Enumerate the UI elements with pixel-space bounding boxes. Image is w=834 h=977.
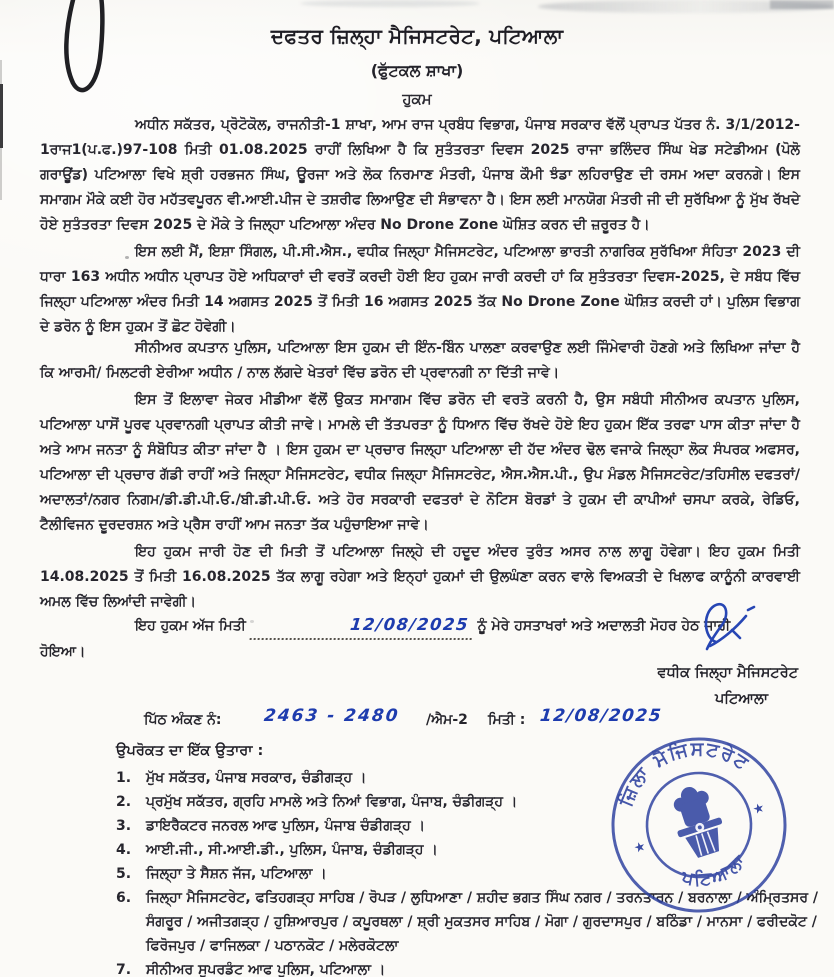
handwritten-issue-date: 12/08/2025: [249, 612, 474, 640]
list-item-number: 2.: [116, 794, 132, 810]
list-item-text: ਜਿਲ੍ਹਾ ਮੈਜਿਸਟਰੇਟ, ਫਤਿਹਗੜ੍ਹ ਸਾਹਿਬ / ਰੋਪੜ / ਲੁਧਿਆਣਾ / ਸ਼ਹੀਦ ਭਗਤ ਸਿੰਘ ਨਗਰ / ਤਰਨਤਾਰਨ / ਬਰਨਾਲਾ / ਅੰਮ੍ਰਿਤਸਰ / ਸੰਗਰੂਰ / ਅਜੀਤਗੜ੍ਹ / ਹੁਸ਼ਿਆਰਪੁਰ / ਕਪੂਰਥਲਾ / ਸ਼੍ਰੀ ਮੁਕਤਸਰ ਸਾਹਿਬ / ਮੋਗਾ / ਗੁਰਦਾਸਪੁਰ / ਬਠਿੰਡਾ / ਮਾਨਸਾ / ਫਰੀਦਕੋਟ / ਫਿਰੋਜਪੁਰ / ਫਾਜਿਲਕਾ / ਪਠਾਨਕੋਟ / ਮਲੇਰਕੋਟਲਾ: [146, 890, 819, 954]
office-title: ਦਫਤਰ ਜ਼ਿਲ੍ਹਾ ਮੈਜਿਸਟਰੇਟ, ਪਟਿਆਲਾ: [270, 24, 564, 48]
signatory-designation: ਵਧੀਕ ਜਿਲ੍ਹਾ ਮੈਜਿਸਟਰੇਟ: [657, 665, 798, 681]
list-item-number: 5.: [116, 866, 132, 882]
distribution-heading: ਉਪਰੋਕਤ ਦਾ ਇੱਕ ਉਤਾਰਾ :: [116, 743, 264, 759]
stamp-star-right: ★: [751, 800, 767, 819]
list-item-number: 4.: [116, 842, 132, 858]
endorsement-label: ਪਿੱਠ ਅੰਕਣ ਨੰ:: [144, 712, 222, 728]
order-heading: ਹੁਕਮ: [402, 90, 432, 108]
paragraph-police-responsibility: ਸੀਨੀਅਰ ਕਪਤਾਨ ਪੁਲਿਸ, ਪਟਿਆਲਾ ਇਸ ਹੁਕਮ ਦੀ ਇੰਨ-ਬਿੰਨ ਪਾਲਣਾ ਕਰਵਾਉਣ ਲਈ ਜਿੰਮੇਵਾਰੀ ਹੋਣਗੇ ਅਤੇ ਲਿਖਿਆ ਜਾਂਦਾ ਹੈ ਕਿ ਆਰਮੀ/ ਮਿਲਟਰੀ ਏਰੀਆ ਅਧੀਨ / ਨਾਲ ਲੱਗਦੇ ਖੇਤਰਾਂ ਵਿੱਚ ਡਰੋਨ ਦੀ ਪ੍ਰਵਾਨਗੀ ਨਾ ਦਿੱਤੀ ਜਾਵੇ।: [40, 340, 800, 381]
paragraph-media-publicity: ਇਸ ਤੋਂ ਇਲਾਵਾ ਜੇਕਰ ਮੀਡੀਆ ਵੱਲੋਂ ਉਕਤ ਸਮਾਗਮ ਵਿੱਚ ਡਰੋਨ ਦੀ ਵਰਤੋ ਕਰਨੀ ਹੈ, ਉਸ ਸਬੰਧੀ ਸੀਨੀਅਰ ਕਪਤਾਨ ਪੁਲਿਸ, ਪਟਿਆਲਾ ਪਾਸੋਂ ਪੂਰਵ ਪ੍ਰਵਾਨਗੀ ਪ੍ਰਾਪਤ ਕੀਤੀ ਜਾਵੇ। ਮਾਮਲੇ ਦੀ ਤੱਤਪਰਤਾ ਨੂੰ ਧਿਆਨ ਵਿੱਚ ਰੱਖਦੇ ਹੋਏ ਇਹ ਹੁਕਮ ਇੱਕ ਤਰਫਾ ਪਾਸ ਕੀਤਾ ਜਾਂਦਾ ਹੈ ਅਤੇ ਆਮ ਜਨਤਾ ਨੂੰ ਸੰਬੋਧਿਤ ਕੀਤਾ ਜਾਂਦਾ ਹੈ । ਇਸ ਹੁਕਮ ਦਾ ਪ੍ਰਚਾਰ ਜਿਲ੍ਹਾ ਪਟਿਆਲਾ ਦੀ ਹੱਦ ਅੰਦਰ ਢੋਲ ਵਜਾਕੇ ਜਿਲ੍ਹਾ ਲੋਕ ਸੰਪਰਕ ਅਫਸਰ, ਪਟਿਆਲਾ ਦੀ ਪ੍ਰਚਾਰ ਗੱਡੀ ਰਾਹੀਂ ਅਤੇ ਜਿਲ੍ਹਾ ਮੈਜਿਸਟਰੇਟ, ਵਧੀਕ ਜਿਲ੍ਹਾ ਮੈਜਿਸਟਰੇਟ, ਐਸ.ਐਸ.ਪੀ., ਉਪ ਮੰਡਲ ਮੈਜਿਸਟਰੇਟ/ਤਹਿਸੀਲ ਦਫਤਰਾਂ/ਅਦਾਲਤਾਂ/ਨਗਰ ਨਿਗਮ/ਡੀ.ਡੀ.ਪੀ.ਓ./ਬੀ.ਡੀ.ਪੀ.ਓ. ਅਤੇ ਹੋਰ ਸਰਕਾਰੀ ਦਫਤਰਾਂ ਦੇ ਨੋਟਿਸ ਬੋਰਡਾਂ ਤੇ ਹੁਕਮ ਦੀ ਕਾਪੀਆਂ ਚਸਪਾ ਕਰਕੇ, ਰੇਡਿਓ, ਟੈਲੀਵਿਜਨ ਦੂਰਦਰਸ਼ਨ ਅਤੇ ਪ੍ਰੈਸ ਰਾਹੀਂ ਆਮ ਜਨਤਾ ਤੱਕ ਪਹੁੰਚਾਇਆ ਜਾਵੇ।: [40, 392, 800, 533]
endorsement-suffix: /ਐਮ-2: [426, 712, 468, 728]
list-item-number: 3.: [116, 818, 132, 834]
issue-line: [40, 612, 740, 665]
list-item-text: ਪ੍ਰਮੁੱਖ ਸਕੱਤਰ, ਗ੍ਰਹਿ ਮਾਮਲੇ ਅਤੇ ਨਿਆਂ ਵਿਭਾਗ, ਪੰਜਾਬ, ਚੰਡੀਗੜ੍ਹ ।: [146, 794, 518, 810]
scan-smudge: [300, 0, 480, 7]
stamp-bottom-text: ਪਟਿਆਲਾ: [680, 849, 752, 891]
list-item-text: ਮੁੱਖ ਸਕੱਤਰ, ਪੰਜਾਬ ਸਰਕਾਰ, ਚੰਡੀਗੜ੍ਹ ।: [146, 770, 367, 786]
issue-line-prefix: ਇਹ ਹੁਕਮ ਅੱਜ ਮਿਤੀ: [135, 618, 251, 634]
list-item: [116, 958, 822, 977]
list-item-number: 1.: [116, 770, 132, 786]
list-item-text: ਡਾਇਰੈਕਟਰ ਜਨਰਲ ਆਫ ਪੁਲਿਸ, ਪੰਜਾਬ ਚੰਡੀਗੜ੍ਹ ।: [146, 818, 426, 834]
paragraph-enforcement-period: ਇਹ ਹੁਕਮ ਜਾਰੀ ਹੋਣ ਦੀ ਮਿਤੀ ਤੋਂ ਪਟਿਆਲਾ ਜਿਲ੍ਹੇ ਦੀ ਹਦੂਦ ਅੰਦਰ ਤੁਰੰਤ ਅਸਰ ਨਾਲ ਲਾਗੂ ਹੋਵੇਗਾ। ਇਹ ਹੁਕਮ ਮਿਤੀ 14.08.2025 ਤੋਂ ਮਿਤੀ 16.08.2025 ਤੱਕ ਲਾਗੂ ਰਹੇਗਾ ਅਤੇ ਇਨ੍ਹਾਂ ਹੁਕਮਾਂ ਦੀ ਉਲਘੰਣਾ ਕਰਨ ਵਾਲੇ ਵਿਅਕਤੀ ਦੇ ਖਿਲਾਫ ਕਾਨੂੰਨੀ ਕਾਰਵਾਈ ਅਮਲ ਵਿੱਚ ਲਿਆਂਦੀ ਜਾਵੇਗੀ।: [40, 544, 800, 610]
issue-line-suffix: ਨੂੰ ਮੇਰੇ ਹਸਤਾਖਰਾਂ ਅਤੇ ਅਦਾਲਤੀ ਮੋਹਰ ਹੇਠ ਜਾਰੀ ਹੋਇਆ।: [40, 618, 731, 660]
stamp-top-text: ਜ਼ਿਲਾ ਮੈਜਿਸਟਰੇਟ: [614, 737, 754, 810]
stamp-star-left: ★: [632, 838, 648, 857]
branch-subtitle: (ਫੁੱਟਕਲ ਸ਼ਾਖਾ): [370, 61, 464, 80]
list-item-number: 7.: [116, 962, 132, 977]
paragraph-order-declaration: ਇਸ ਲਈ ਮੈਂ, ਇਸ਼ਾ ਸਿੰਗਲ, ਪੀ.ਸੀ.ਐਸ., ਵਧੀਕ ਜਿਲ੍ਹਾ ਮੈਜਿਸਟਰੇਟ, ਪਟਿਆਲਾ ਭਾਰਤੀ ਨਾਗਰਿਕ ਸੁਰੱਖਿਆ ਸੰਹਿਤਾ 2023 ਦੀ ਧਾਰਾ 163 ਅਧੀਨ ਅਧੀਨ ਪ੍ਰਾਪਤ ਹੋਏ ਅਧਿਕਾਰਾਂ ਦੀ ਵਰਤੋਂ ਕਰਦੀ ਹੋਈ ਇਹ ਹੁਕਮ ਜਾਰੀ ਕਰਦੀ ਹਾਂ ਕਿ ਸੁਤੰਤਰਤਾ ਦਿਵਸ-2025, ਦੇ ਸਬੰਧ ਵਿੱਚ ਜਿਲ੍ਹਾ ਪਟਿਆਲਾ ਅੰਦਰ ਮਿਤੀ 14 ਅਗਸਤ 2025 ਤੋਂ ਮਿਤੀ 16 ਅਗਸਤ 2025 ਤੱਕ No Drone Zone ਘੋਸ਼ਿਤ ਕਰਦੀ ਹਾਂ। ਪੁਲਿਸ ਵਿਭਾਗ ਦੇ ਡਰੋਨ ਨੂੰ ਇਸ ਹੁਕਮ ਤੋਂ ਛੋਟ ਹੋਵੇਗੀ।: [40, 244, 800, 335]
list-item-number: 6.: [116, 890, 132, 906]
signatory-place: ਪਟਿਆਲਾ: [714, 691, 768, 707]
ashoka-emblem-icon: [665, 780, 731, 861]
list-item-text: ਆਈ.ਜੀ., ਸੀ.ਆਈ.ਡੀ., ਪੁਲਿਸ, ਪੰਜਾਬ, ਚੰਡੀਗੜ੍ਹ ।: [146, 842, 438, 858]
document-header: [0, 24, 834, 108]
handwritten-endorsement-date: 12/08/2025: [538, 706, 664, 726]
paragraph-reference-letter: ਅਧੀਨ ਸਕੱਤਰ, ਪ੍ਰੋਟੋਕੋਲ, ਰਾਜਨੀਤੀ-1 ਸ਼ਾਖਾ, ਆਮ ਰਾਜ ਪ੍ਰਬੰਧ ਵਿਭਾਗ, ਪੰਜਾਬ ਸਰਕਾਰ ਵੱਲੋਂ ਪ੍ਰਾਪਤ ਪੱਤਰ ਨੰ. 3/1/2012-1ਰਾਜ1(ਪ.ਫ.)97-108 ਮਿਤੀ 01.08.2025 ਰਾਹੀਂ ਲਿਖਿਆ ਹੈ ਕਿ ਸੁਤੰਤਰਤਾ ਦਿਵਸ 2025 ਰਾਜਾ ਭਲਿੰਦਰ ਸਿੰਘ ਖੇਡ ਸਟੇਡੀਅਮ (ਪੋਲੋ ਗਰਾਊਂਡ) ਪਟਿਆਲਾ ਵਿਖੇ ਸ਼੍ਰੀ ਹਰਭਜਨ ਸਿੰਘ, ਊਰਜਾ ਅਤੇ ਲੋਕ ਨਿਰਮਾਣ ਮੰਤਰੀ, ਪੰਜਾਬ ਕੌਮੀ ਝੰਡਾ ਲਹਿਰਾਉਣ ਦੀ ਰਸਮ ਅਦਾ ਕਰਨਗੇ। ਇਸ ਸਮਾਗਮ ਮੌਕੇ ਕਈ ਹੋਰ ਮਹੱਤਵਪੂਰਨ ਵੀ.ਆਈ.ਪੀਜ ਦੇ ਤਸ਼ਰੀਫ ਲਿਆਉਣ ਦੀ ਸੰਭਾਵਨਾ ਹੈ। ਇਸ ਲਈ ਮਾਨਯੋਗ ਮੰਤਰੀ ਜੀ ਦੀ ਸੁਰੱਖਿਆ ਨੂੰ ਮੁੱਖ ਰੱਖਦੇ ਹੋਏ ਸੁਤੰਤਰਤਾ ਦਿਵਸ 2025 ਦੇ ਮੌਕੇ ਤੇ ਜਿਲ੍ਹਾ ਪਟਿਆਲਾ ਅੰਦਰ No Drone Zone ਘੋਸ਼ਿਤ ਕਰਨ ਦੀ ਜ਼ਰੂਰਤ ਹੈ।: [40, 117, 800, 233]
signature-mark: [688, 596, 778, 658]
list-item-text: ਜਿਲ੍ਹਾ ਤੇ ਸੈਸ਼ਨ ਜੱਜ, ਪਟਿਆਲਾ ।: [146, 866, 327, 882]
scan-smudge: [770, 0, 834, 9]
signatory-block: [598, 660, 798, 712]
endorsement-date-label: ਮਿਤੀ :: [488, 712, 526, 728]
list-item-text: ਸੀਨੀਅਰ ਸੁਪਰਡੰਟ ਆਫ ਪੁਲਿਸ, ਪਟਿਆਲਾ ।: [146, 962, 386, 977]
handwritten-endorsement-number: 2463 - 2480: [262, 706, 401, 726]
